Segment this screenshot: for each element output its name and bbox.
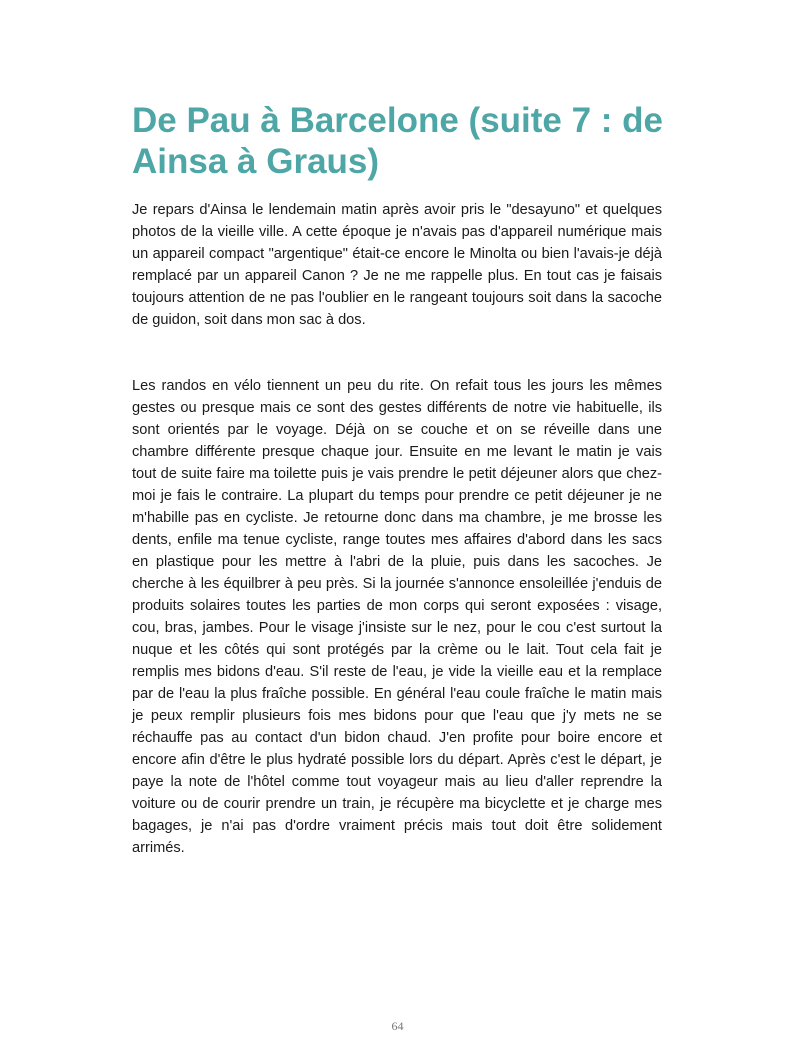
body-paragraph-2: Les randos en vélo tiennent un peu du rite. On refait tous les jours les mêmes gestes ou presque mais ce sont des gestes différents de notre vie habituelle, ils sont orientés par le voyage. Déjà on se couche et on se réveille dans une chambre différente presque chaque jour. Ensuite en me levant le matin je vais tout de suite faire ma toilette puis je vais prendre le petit déjeuner alors que chez-moi je fais le contraire. La plupart du temps pour prendre ce petit déjeuner je ne m'habille pas en cycliste. Je retourne donc dans ma chambre, je me brosse les dents, enfile ma tenue cycliste, range toutes mes affaires d'abord dans les sacs en plastique pour les mettre à l'abri de la pluie, puis dans les sacoches. Je cherche à les équilbrer à peu près. Si la journée s'annonce ensoleillée j'enduis de produits solaires toutes les parties de mon corps qui seront exposées : visage, cou, bras, jambes. Pour le visage j'insiste sur le nez, pour le cou c'est surtout la nuque et les côtés qui sont protégés par la crème ou le lait. Tout cela fait je remplis mes bidons d'eau. S'il reste de l'eau, je vide la vieille eau et la remplace par de l'eau la plus fraîche possible. En général l'eau coule fraîche le matin mais je peux remplir plusieurs fois mes bidons pour que l'eau que j'y mets ne se réchauffe pas au contact d'un bidon chaud. J'en profite pour boire encore et encore afin d'être le plus hydraté possible lors du départ. Après c'est le départ, je paye la note de l'hôtel comme tout voyageur mais au lieu d'aller reprendre la voiture ou de courir prendre un train, je récupère ma bicyclette et je charge mes bagages, je n'ai pas d'ordre vraiment précis mais tout doit être solidement arrimés.: [132, 378, 662, 856]
body-paragraph-1: Je repars d'Ainsa le lendemain matin après avoir pris le "desayuno" et quelques photos de la vieille ville. A cette époque je n'avais pas d'appareil numérique mais un appareil compact "argentique" était-ce encore le Minolta ou bien l'avais-je déjà remplacé par un appareil Canon ? Je ne me rappelle plus. En tout cas je faisais toujours attention de ne pas l'oublier en le rangeant toujours soit dans la sacoche de guidon, soit dans mon sac à dos.: [132, 202, 662, 328]
page-number: 64: [391, 1019, 404, 1033]
page-title: De Pau à Barcelone (suite 7 : de Ainsa à Graus): [132, 101, 664, 181]
